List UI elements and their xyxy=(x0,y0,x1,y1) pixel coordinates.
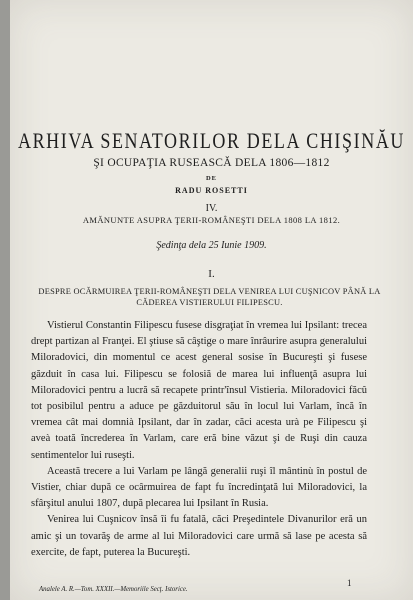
document-subtitle: ŞI OCUPAŢIA RUSEASCĂ DELA 1806—1812 xyxy=(93,157,330,169)
footer-note: Analele A. R.—Tom. XXXII.—Memoriile Secţ. Istorice. xyxy=(39,586,188,593)
part-number: IV. xyxy=(205,203,218,214)
part-title: AMĂNUNTE ASUPRA ŢERII-ROMÂNEŞTI DELA 1808 LA 1812. xyxy=(82,215,341,225)
paragraph-1: Vistierul Constantin Filipescu fusese disgraţiat în vremea lui Ipsilant: trecea drept partizan al Franţei. El ştiuse să câştige o mare înrâurire asupra generalului Miloradovici, din momentul ce acest general sosise în Bucureşti şi fusese găzduit în casa lui. Filipescu se folosiă de marea lui influenţă asupra lui Miloradovici pentru a lucră să recapete printr'însul Vistieria. Miloradovici făcû tot posibilul pentru a aduce pe găzduitorul său în locul lui Varlam, încă în vremea cât mai domnià Ipsilant, dar în zadar, căci acesta urà pe Filipescu şi aveà toată încrederea în Varlam, care eră bine văzut şi de Ruşi din cauza sentimentelor lui ruseşti. xyxy=(31,320,367,461)
document-title: ARHIVA SENATORILOR DELA CHIŞINĂU xyxy=(17,128,406,153)
paragraph-3: Venirea lui Cuşnicov însă îi fu fatală, căci Preşedintele Divanurilor eră un amic şi un tovarăş de arme al lui Miloradovici care urmă să lase pe acesta să exercite, de fapt, puterea la Bucureşti. xyxy=(31,514,367,558)
session-date: Şedinţa dela 25 Iunie 1909. xyxy=(156,240,267,251)
byline-de: DE xyxy=(205,175,218,182)
body-text xyxy=(31,318,367,561)
author-name: RADU ROSETTI xyxy=(175,186,248,195)
paragraph-2: Această trecere a lui Varlam pe lângă generalii ruşi îl mântinù în postul de Vistier, chiar după ce ocârmuirea de fapt fu încredinţată lui Miloradovici, la sfârşitul anului 1807, după plecarea lui Ipsilant în Rusia. xyxy=(31,465,367,510)
chapter-title: DESPRE OCĂRMUIREA ŢERII-ROMÂNEŞTI DELA VENIREA LUI CUŞNICOV PÂNĂ LA CĂDEREA VISTIERULUI FILIPESCU. xyxy=(38,287,381,307)
chapter-number: I. xyxy=(208,268,215,280)
document-page xyxy=(10,0,413,600)
page-number: 1 xyxy=(347,578,352,588)
